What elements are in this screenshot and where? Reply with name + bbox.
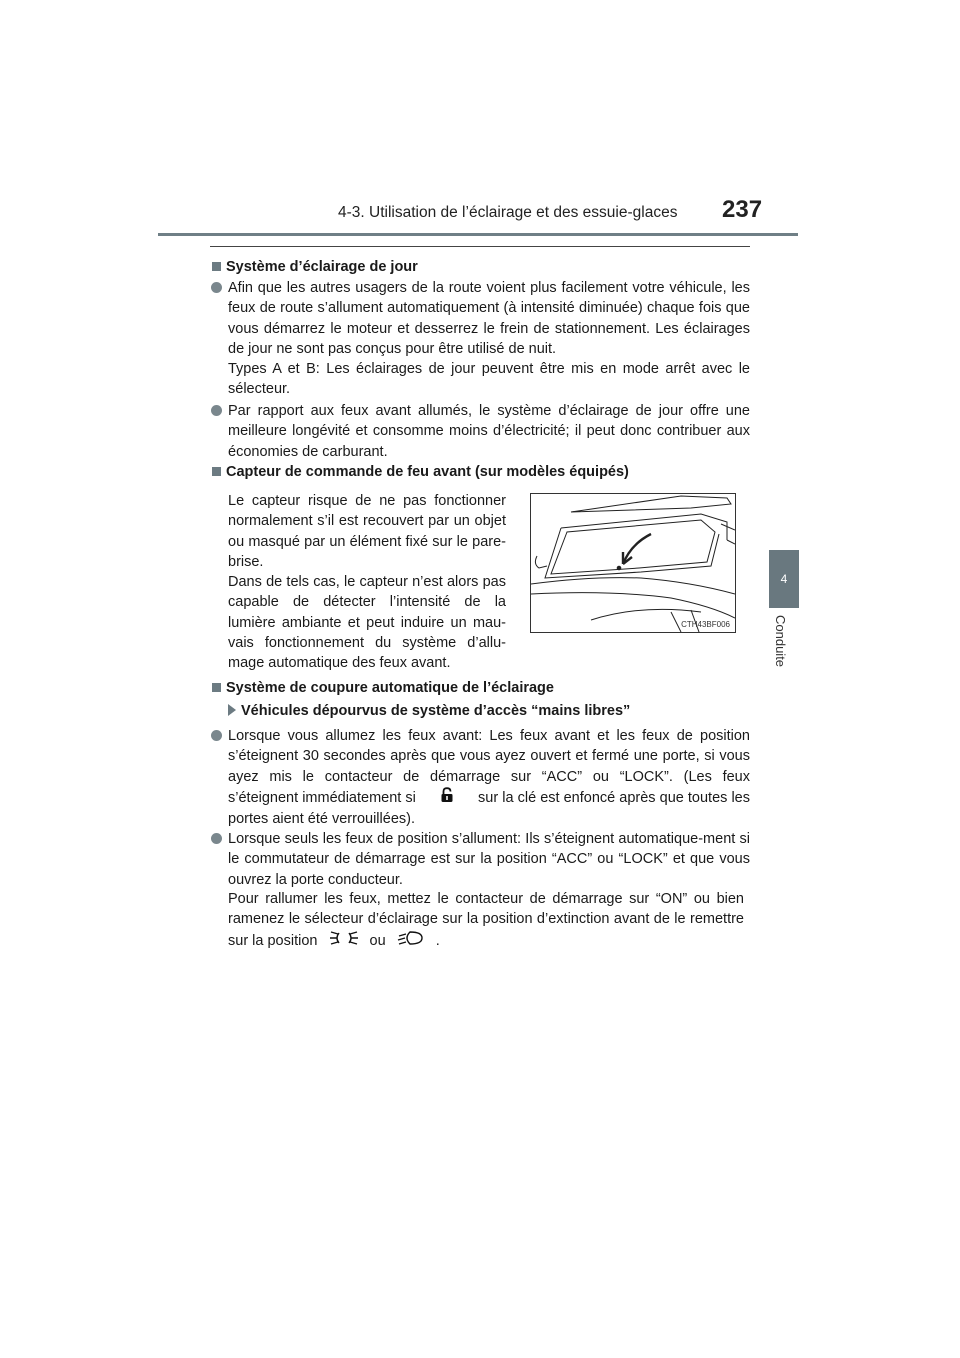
triangle-arrow-icon <box>228 704 236 716</box>
auto-off-subheading <box>228 701 630 721</box>
page-number: 237 <box>722 196 763 223</box>
headlight-icon <box>396 930 426 952</box>
figure-code: CTH43BF006 <box>681 620 730 629</box>
windshield-sensor-illustration <box>531 494 735 632</box>
square-bullet-icon <box>212 467 221 476</box>
drl-bullet-1 <box>228 278 750 400</box>
square-bullet-icon <box>212 262 221 271</box>
closing-text: Pour rallumer les feux, mettez le contacteur de démarrage sur “ON” ou bien ramenez le sélecteur d’éclairage sur la position d’extinction avant de le remettre sur la position <box>228 891 744 949</box>
windshield-sensor-figure <box>530 493 736 633</box>
header-rule <box>158 233 798 236</box>
sensor-text-2: Dans de tels cas, le capteur n’est alors pas capable de détecter l’intensité de la lumière ambiante et peut induire un mau-vais fonctionnement du système d’allu-mage automatique des feux avant. <box>228 574 506 672</box>
subheading-text: Véhicules dépourvus de système d’accès “mains libres” <box>241 703 631 719</box>
lock-icon <box>440 787 454 809</box>
parking-lights-icon <box>328 930 360 952</box>
bullet-text-types: Types A et B: Les éclairages de jour peuvent être mis en mode arrêt avec le sélecteur. <box>228 361 750 398</box>
drl-bullet-2 <box>228 401 750 462</box>
closing-or: ou <box>369 932 386 949</box>
bullet-text: Lorsque seuls les feux de position s’allument: Ils s’éteignent automatique-ment si le commutateur de démarrage est sur la position “ACC” ou “LOCK” et que vous ouvrez la porte conducteur. <box>228 831 750 888</box>
section-heading-text: Système d’éclairage de jour <box>226 259 418 275</box>
bullet-text: Afin que les autres usagers de la route voient plus facilement votre véhicule, les feux de route s’allument automatiquement (à intensité diminuée) chaque fois que vous démarrez le moteur et desserrez le frein de stationnement. Les éclairages de jour ne sont pas conçus pour être utilisé de nuit. <box>228 280 750 357</box>
chapter-tab: 4 <box>769 550 799 608</box>
sensor-text <box>228 491 506 674</box>
auto-off-bullet-2 <box>228 829 750 890</box>
header-section-title: 4-3. Utilisation de l’éclairage et des essuie-glaces <box>338 204 678 221</box>
section-heading-drl <box>212 257 418 277</box>
section-heading-sensor <box>212 462 629 482</box>
round-bullet-icon <box>211 730 222 741</box>
auto-off-closing <box>228 889 744 952</box>
chapter-label: Conduite <box>773 615 788 668</box>
section-heading-text: Système de coupure automatique de l’éclairage <box>226 680 554 696</box>
bullet-text: Par rapport aux feux avant allumés, le système d’éclairage de jour offre une meilleure longévité et consomme moins d’électricité; il peut donc contribuer aux économies de carburant. <box>228 403 750 460</box>
auto-off-bullet-1 <box>228 726 750 829</box>
round-bullet-icon <box>211 405 222 416</box>
section-heading-auto-off <box>212 678 554 698</box>
square-bullet-icon <box>212 683 221 692</box>
closing-end: . <box>435 932 440 949</box>
sensor-text-1: Le capteur risque de ne pas fonctionner normalement s’il est recouvert par un objet ou masqué par un élément fixé sur le pare-brise. <box>228 493 506 570</box>
round-bullet-icon <box>211 833 222 844</box>
bullet-text-cont: sur la clé est enfoncé après que toutes les portes aient été verrouillées). <box>228 789 750 828</box>
content-top-rule <box>210 246 750 247</box>
section-heading-text: Capteur de commande de feu avant (sur modèles équipés) <box>226 464 629 480</box>
round-bullet-icon <box>211 282 222 293</box>
bullet-text: Lorsque vous allumez les feux avant: Les feux avant et les feux de position s’éteignent 30 secondes après que vous ayez ouvert et fermé une porte, si vous ayez mis le contacteur de démarrage sur “ACC” ou “LOCK”. (Les feux s’éteignent immédiatement si <box>228 728 750 806</box>
